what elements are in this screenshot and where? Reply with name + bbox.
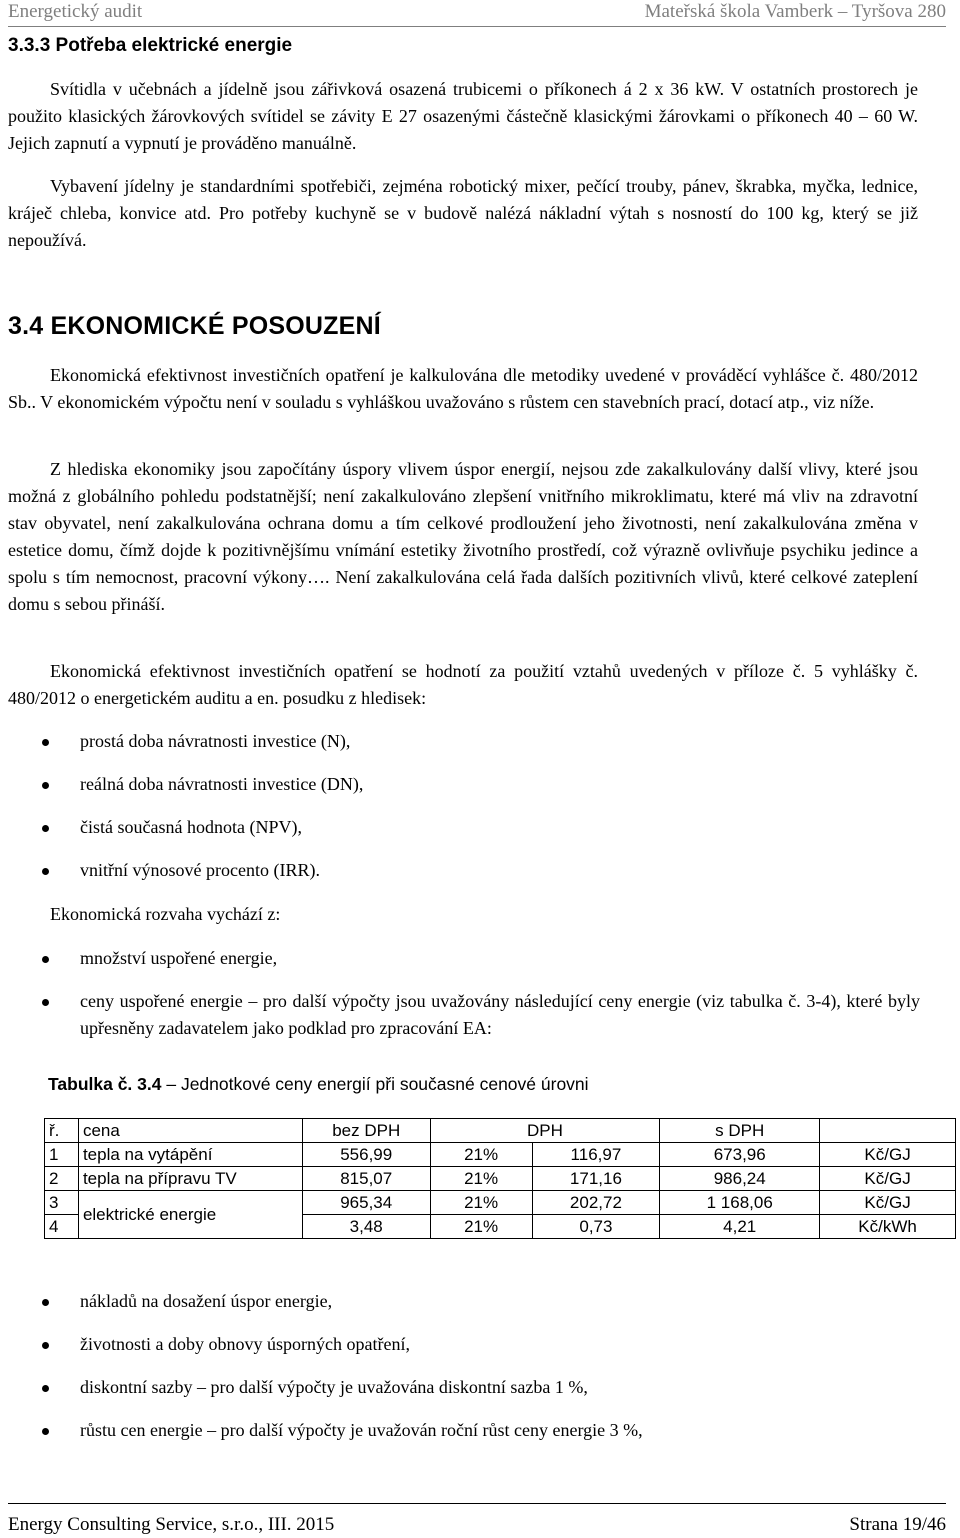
table-cell: 815,07 bbox=[302, 1167, 430, 1191]
page-header bbox=[8, 0, 946, 27]
list-item: růstu cen energie – pro další výpočty je uvažován roční růst ceny energie 3 %, bbox=[8, 1417, 920, 1444]
table-row bbox=[45, 1143, 956, 1167]
list-item: prostá doba návratnosti investice (N), bbox=[8, 728, 920, 755]
header-cell: cena bbox=[78, 1119, 302, 1143]
table-cell: 4,21 bbox=[660, 1215, 820, 1239]
list-item: diskontní sazby – pro další výpočty je uvažována diskontní sazba 1 %, bbox=[8, 1374, 920, 1401]
bullet-list-evaluation bbox=[8, 728, 920, 884]
table-cell: 21% bbox=[430, 1167, 532, 1191]
section-34-paragraph-4: Ekonomická rozvaha vychází z: bbox=[50, 904, 281, 924]
bullet-dot bbox=[42, 825, 49, 832]
list-item: životnosti a doby obnovy úsporných opatření, bbox=[8, 1331, 920, 1358]
table-cell: 2 bbox=[45, 1167, 79, 1191]
bullet-list-basis bbox=[8, 945, 920, 1042]
table-cell: 3,48 bbox=[302, 1215, 430, 1239]
bullet-dot bbox=[42, 868, 49, 875]
bullet-dot bbox=[42, 1385, 49, 1392]
list-item: vnitřní výnosové procento (IRR). bbox=[8, 857, 920, 884]
table-cell: 673,96 bbox=[660, 1143, 820, 1167]
table-cell: 116,97 bbox=[532, 1143, 660, 1167]
header-left: Energetický audit bbox=[8, 1, 143, 22]
page-footer bbox=[8, 1503, 946, 1536]
list-item: ceny uspořené energie – pro další výpočty jsou uvažovány následující ceny energie (viz tabulka č. 3-4), které byly upřesněny zadavatelem jako podklad pro zpracování EA: bbox=[8, 988, 920, 1042]
table-cell: 202,72 bbox=[532, 1191, 660, 1215]
bullet-list-further bbox=[8, 1288, 920, 1444]
section-34-paragraph-3: Ekonomická efektivnost investičních opatření se hodnotí za použití vztahů uvedených v příloze č. 5 vyhlášky č. 480/2012 o energetickém auditu a en. posudku z hledisek: bbox=[8, 661, 918, 708]
header-right: Mateřská škola Vamberk – Tyršova 280 bbox=[644, 1, 946, 22]
bullet-dot bbox=[42, 739, 49, 746]
footer-page-number: Strana 19/46 bbox=[849, 1514, 946, 1535]
table-cell: 171,16 bbox=[532, 1167, 660, 1191]
energy-price-table bbox=[44, 1118, 956, 1239]
table-cell: 0,73 bbox=[532, 1215, 660, 1239]
section-34-paragraph-2: Z hlediska ekonomiky jsou započítány úspory vlivem úspor energií, nejsou zde zakalkulovány další vlivy, které jsou možná z globálního pohledu podstatnější; není zakalkulováno zlepšení vnitřního mikroklimatu, které má vliv na zdravotní stav obyvatel, není zakalkulována ochrana domu a tím celkové prodloužení jeho životnosti, není zakalkulována změna v estetice domu, čímž dojde k pozitivnějšímu vnímání estetiky životního prostředí, což výrazně ovlivňuje psychiku jedince a spolu s tím nemocnost, pracovní výkony…. Není zakalkulována celá řada dalších pozitivních vlivů, které celkové zateplení domu s sebou přináší. bbox=[8, 459, 918, 614]
section-333-title: 3.3.3 Potřeba elektrické energie bbox=[8, 35, 293, 56]
table-cell: 1 bbox=[45, 1143, 79, 1167]
table-cell: Kč/GJ bbox=[820, 1167, 956, 1191]
list-item: nákladů na dosažení úspor energie, bbox=[8, 1288, 920, 1315]
table-cell: tepla na vytápění bbox=[78, 1143, 302, 1167]
table-cell: 965,34 bbox=[302, 1191, 430, 1215]
table-caption: Tabulka č. 3.4 – Jednotkové ceny energií při současné cenové úrovni bbox=[48, 1074, 589, 1094]
table-row bbox=[45, 1191, 956, 1215]
table-row bbox=[45, 1167, 956, 1191]
bullet-dot bbox=[42, 1299, 49, 1306]
table-cell: 21% bbox=[430, 1191, 532, 1215]
section-34-paragraph-1: Ekonomická efektivnost investičních opatření je kalkulována dle metodiky uvedené v prováděcí vyhlášce č. 480/2012 Sb.. V ekonomickém výpočtu není v souladu s vyhláškou uvažováno s růstem cen stavebních prací, dotací atp., viz níže. bbox=[8, 365, 918, 412]
bullet-dot bbox=[42, 956, 49, 963]
list-item: množství uspořené energie, bbox=[8, 945, 920, 972]
section-34-title: 3.4 EKONOMICKÉ POSOUZENÍ bbox=[8, 312, 381, 340]
table-cell: tepla na přípravu TV bbox=[78, 1167, 302, 1191]
table-cell: 1 168,06 bbox=[660, 1191, 820, 1215]
bullet-dot bbox=[42, 782, 49, 789]
table-cell: 986,24 bbox=[660, 1167, 820, 1191]
section-333-paragraph-1: Svítidla v učebnách a jídelně jsou zářivková osazená trubicemi o příkonech á 2 x 36 kW. V ostatních prostorech je použito klasických žárovkových svítidel se závity E 27 osazenými částečně klasickými žárovkami o příkonech 40 – 60 W. Jejich zapnutí a vypnutí je prováděno manuálně. bbox=[8, 79, 918, 153]
list-item: reálná doba návratnosti investice (DN), bbox=[8, 771, 920, 798]
table-cell: Kč/kWh bbox=[820, 1215, 956, 1239]
header-cell bbox=[820, 1119, 956, 1143]
table-cell: Kč/GJ bbox=[820, 1191, 956, 1215]
table-cell: 4 bbox=[45, 1215, 79, 1239]
table-cell: elektrické energie bbox=[78, 1191, 302, 1239]
footer-left: Energy Consulting Service, s.r.o., III. 2015 bbox=[8, 1514, 335, 1535]
section-333-paragraph-2: Vybavení jídelny je standardními spotřebiči, zejména robotický mixer, pečící trouby, pánev, škrabka, myčka, lednice, kráječ chleba, konvice atd. Pro potřeby kuchyně se v budově nalézá nákladní výtah s nosností do 100 kg, který se již nepoužívá. bbox=[8, 176, 918, 250]
header-cell: s DPH bbox=[660, 1119, 820, 1143]
table-header-row bbox=[45, 1119, 956, 1143]
header-cell: ř. bbox=[45, 1119, 79, 1143]
header-cell: bez DPH bbox=[302, 1119, 430, 1143]
bullet-dot bbox=[42, 999, 49, 1006]
bullet-dot bbox=[42, 1342, 49, 1349]
bullet-dot bbox=[42, 1428, 49, 1435]
table-cell: 21% bbox=[430, 1143, 532, 1167]
table-cell: 3 bbox=[45, 1191, 79, 1215]
table-cell: 21% bbox=[430, 1215, 532, 1239]
table-cell: Kč/GJ bbox=[820, 1143, 956, 1167]
list-item: čistá současná hodnota (NPV), bbox=[8, 814, 920, 841]
table-cell: 556,99 bbox=[302, 1143, 430, 1167]
header-cell: DPH bbox=[430, 1119, 660, 1143]
